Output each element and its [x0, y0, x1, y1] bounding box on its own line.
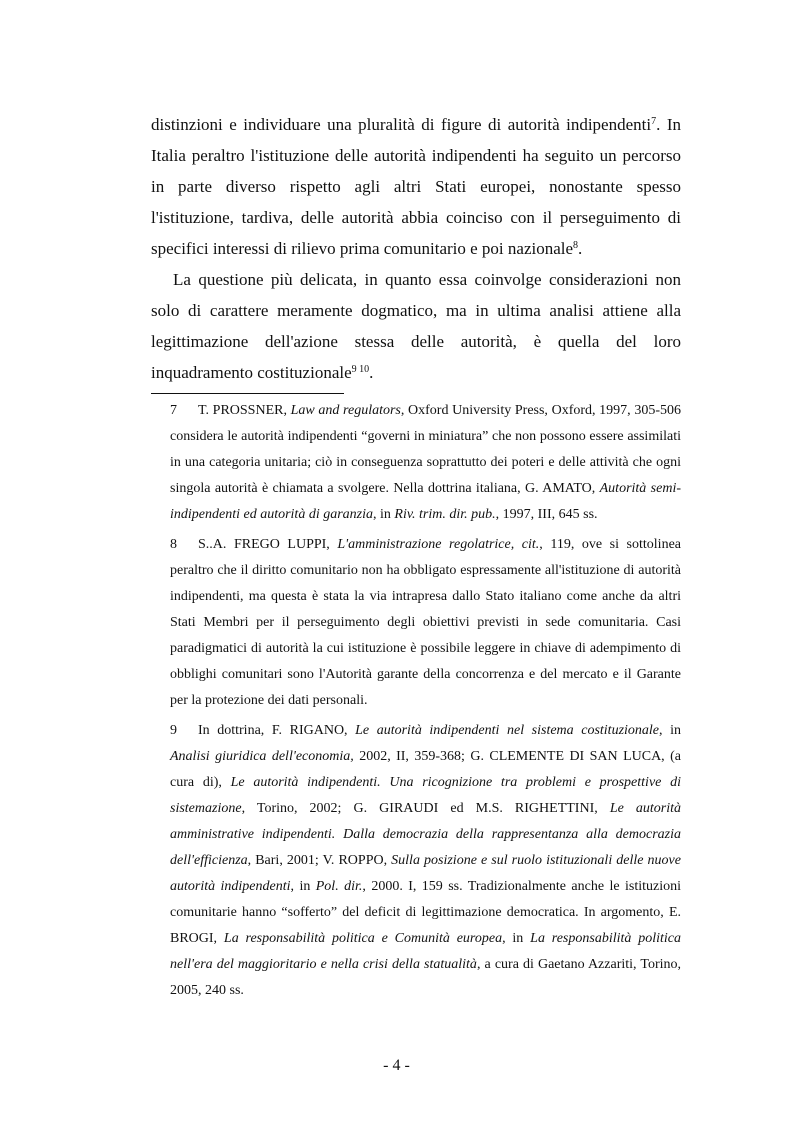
footnote-text: , Bari, 2001; V. ROPPO, — [247, 853, 392, 868]
footnote-text: , 2000. I, 159 ss. Tradizionalmente anche le istituzioni comunitarie hanno “sofferto” del deficit di legittimazione democratica. In argomento, E. BROGI, — [170, 879, 682, 946]
footnote-ref-9-10: 9 10 — [351, 364, 370, 375]
footnote-text: In dottrina, F. RIGANO, — [198, 723, 356, 738]
footnote-title: Le autorità indipendenti. Una ricognizione tra problemi e prospettive di sistemazione — [170, 775, 681, 816]
footnote-text: , 1997, III, 645 ss. — [495, 507, 598, 522]
footnote-text: , Oxford University Press, Oxford, 1997, 305-506 considera le autorità indipendenti “governi in miniatura” che non possono essere assimilati in una categoria unitaria; ciò in conseguenza soprattutto dei poteri e delle attività che ogni singola autorità è chiamata a svolgere. Nella dottrina italiana, G. AMATO, — [170, 403, 681, 496]
footnote-journal: Pol. dir. — [315, 879, 363, 894]
footnote-number: 7 — [170, 403, 177, 418]
footnote-ref-8: 8 — [573, 240, 579, 251]
footnote-7 — [170, 398, 681, 528]
footnote-text: , Torino, 2002; G. GIRAUDI ed M.S. RIGHETTINI, — [241, 801, 610, 816]
footnote-title: La responsabilità politica e Comunità europea — [223, 931, 503, 946]
footnote-text: T. PROSSNER, — [198, 403, 291, 418]
footnote-number: 8 — [170, 537, 177, 552]
footnote-title: Law and regulators — [290, 403, 401, 418]
footnote-title: L'amministrazione regolatrice, cit. — [337, 537, 540, 552]
footnote-9 — [170, 718, 681, 1004]
paragraph-1 — [151, 109, 681, 264]
footnote-text: , a cura di Gaetano Azzariti, Torino, 2005, 240 ss. — [170, 957, 681, 998]
paragraph-text: distinzioni e individuare una pluralità di figure di autorità indipendenti — [151, 115, 652, 134]
footnote-title: La responsabilità politica nell'era del maggioritario e nella crisi della statualità — [170, 931, 681, 972]
footnote-ref-7: 7 — [651, 116, 657, 127]
footnote-separator — [151, 393, 344, 394]
footnote-number: 9 — [170, 723, 177, 738]
page-number: - 4 - — [383, 1057, 410, 1074]
footnote-text: , in — [659, 723, 682, 738]
footnote-text: , in — [290, 879, 316, 894]
paragraph-text: La questione più delicata, in quanto essa coinvolge considerazioni non solo di carattere meramente dogmatico, ma in ultima analisi attiene alla legittimazione dell'azione stessa delle autorità, è quella del loro inquadramento costituzionale — [151, 270, 681, 382]
footnote-title: Le autorità indipendenti nel sistema costituzionale — [355, 723, 660, 738]
paragraph-2 — [151, 264, 681, 388]
footnote-title: Autorità semi-indipendenti ed autorità di garanzia — [170, 481, 681, 522]
footnote-text: , in — [502, 931, 531, 946]
footnote-journal: Riv. trim. dir. pub. — [394, 507, 496, 522]
body-text — [151, 109, 681, 388]
footnote-text: , 119, ove si sottolinea peraltro che il diritto comunitario non ha obbligato espressamente all'istituzione di autorità indipendenti, ma questa è stata la via intrapresa dallo Stato italiano come anche da altri Stati Membri per il perseguimento degli obiettivi previsti in sede comunitaria. Casi paradigmatici di autorità la cui istituzione è possibile leggere in chiave di adempimento di obblighi comunitari sono l'Autorità garante della concorrenza e del mercato e il Garante per la protezione dei dati personali. — [170, 537, 681, 708]
footnote-text: S..A. FREGO LUPPI, — [198, 537, 338, 552]
footnotes — [170, 398, 681, 1008]
footnote-text: 2002, II, 359-368; G. CLEMENTE DI SAN LUCA, (a cura di), — [170, 749, 681, 790]
footnote-title: Sulla posizione e sul ruolo istituzionali delle nuove autorità indipendenti — [170, 853, 681, 894]
footnote-title: Le autorità amministrative indipendenti. Dalla democrazia della rappresentanza alla democrazia dell'efficienza — [170, 801, 681, 868]
footnote-text: , in — [373, 507, 395, 522]
paragraph-text: . — [578, 239, 583, 258]
paragraph-text: . — [369, 363, 374, 382]
footnote-8 — [170, 532, 681, 714]
footnote-journal: Analisi giuridica dell'economia, — [170, 749, 354, 764]
paragraph-text: . In Italia peraltro l'istituzione delle autorità indipendenti ha seguito un percorso in parte diverso rispetto agli altri Stati europei, nonostante spesso l'istituzione, tardiva, delle autorità abbia coinciso con il perseguimento di specifici interessi di rilievo prima comunitario e poi nazionale — [151, 115, 681, 258]
